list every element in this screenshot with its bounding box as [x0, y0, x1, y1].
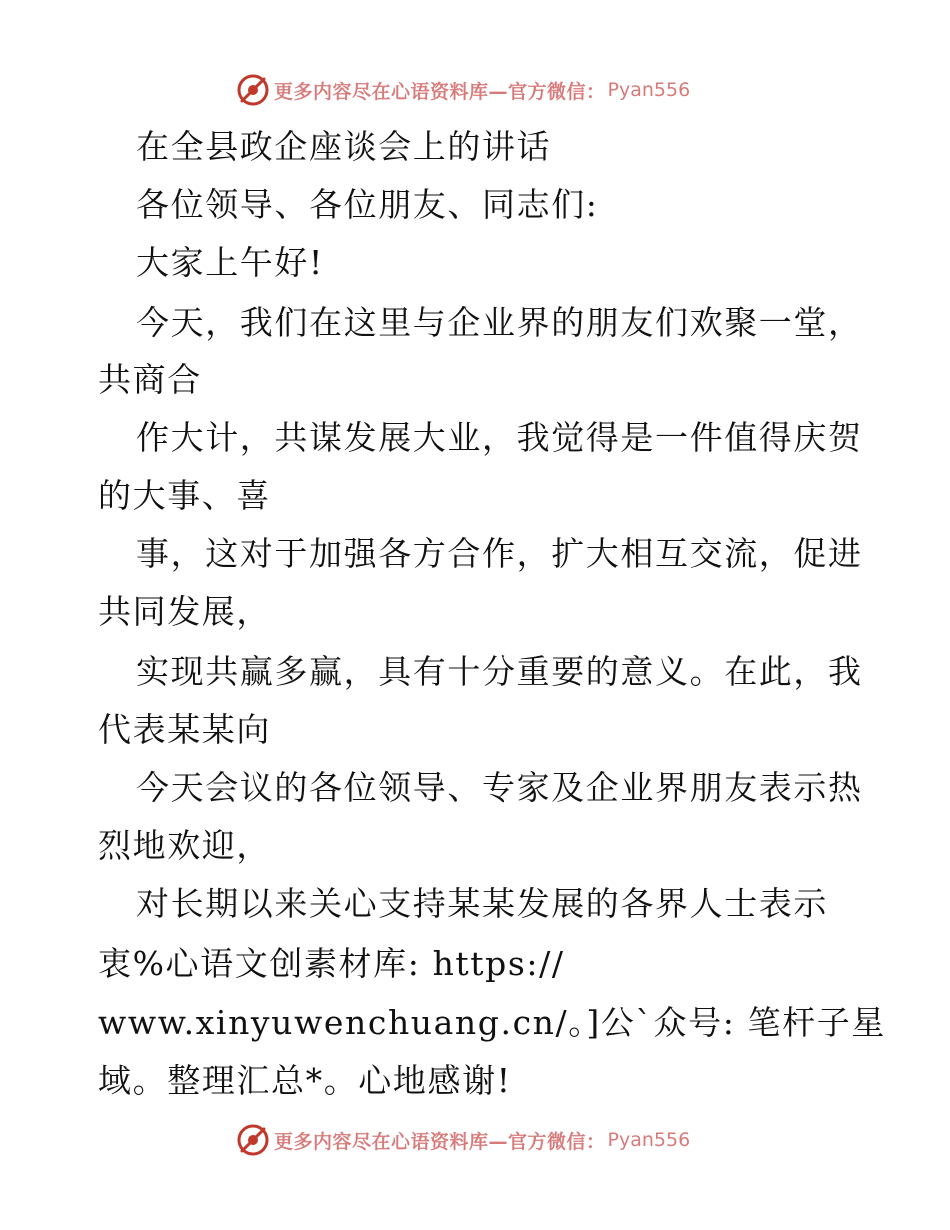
paragraph-line: 实现共赢多赢，具有十分重要的意义。在此，我	[136, 652, 863, 691]
logo-icon	[236, 73, 270, 107]
banner-text: 更多内容尽在心语资料库—官方微信：	[274, 1130, 606, 1153]
greeting: 大家上午好!	[136, 243, 324, 282]
paragraph-line: 事，这对于加强各方合作，扩大相互交流，促进	[136, 534, 863, 573]
banner-text: 更多内容尽在心语资料库—官方微信：	[274, 80, 606, 103]
paragraph-line: 今天会议的各位领导、专家及企业界朋友表示热	[136, 768, 863, 807]
salutation: 各位领导、各位朋友、同志们:	[136, 185, 599, 224]
paragraph-line: 衷%心语文创素材库: https://	[98, 944, 565, 983]
paragraph-line: 代表某某向	[98, 710, 271, 749]
paragraph-line: www.xinyuwenchuang.cn/。]公`众号: 笔杆子星	[98, 1003, 886, 1042]
paragraph-line: 今天，我们在这里与企业界的朋友们欢聚一堂，	[136, 303, 863, 342]
paragraph-line: 的大事、喜	[98, 476, 271, 515]
paragraph-line: 作大计，共谋发展大业，我觉得是一件值得庆贺	[136, 418, 863, 457]
banner-wechat-id: Pyan556	[607, 1129, 691, 1151]
logo-icon	[236, 1123, 270, 1157]
paragraph-line: 共商合	[98, 360, 202, 399]
paragraph-line: 对长期以来关心支持某某发展的各界人士表示	[136, 884, 828, 923]
header-banner	[236, 72, 690, 108]
paragraph-line: 烈地欢迎，	[98, 826, 271, 865]
paragraph-line: 域。整理汇总*。心地感谢!	[98, 1061, 512, 1100]
paragraph-line: 共同发展，	[98, 592, 271, 631]
document-title: 在全县政企座谈会上的讲话	[136, 127, 552, 166]
banner-wechat-id: Pyan556	[607, 79, 691, 101]
footer-banner	[236, 1122, 690, 1158]
